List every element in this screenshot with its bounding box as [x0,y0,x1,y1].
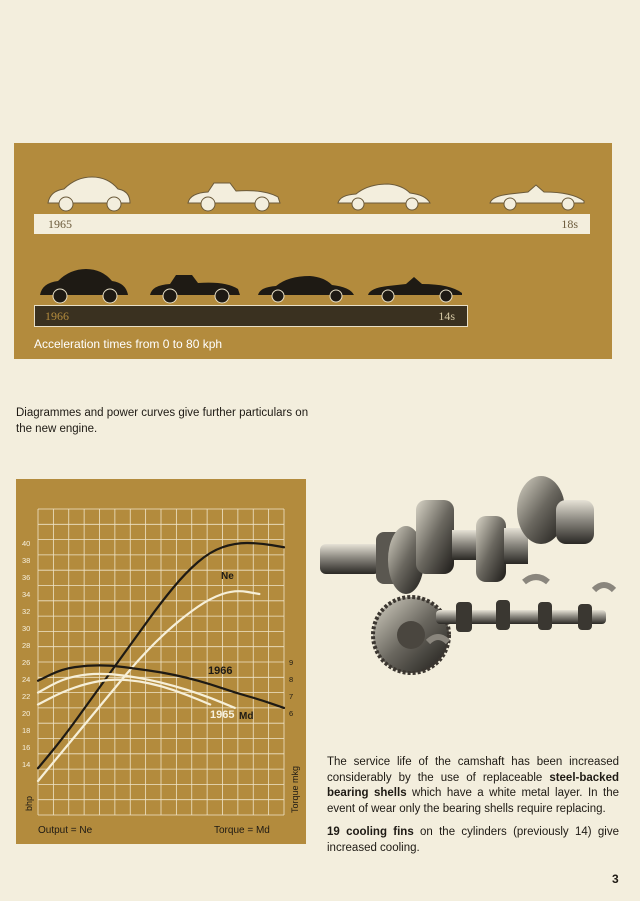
bar-time: 18s [561,217,578,231]
left-axis-label: bhp [24,795,34,811]
cooling-paragraph [327,825,619,856]
camshaft-paragraph [327,755,619,817]
intro-paragraph: Diagrammes and power curves give further particulars on the new engine. [16,407,309,435]
right-tick-label: 7 [289,692,294,701]
karmann-ghia-convertible-1965-icon [488,179,588,213]
left-tick-label: 18 [22,726,31,735]
beetle-sedan-1966-icon [34,265,132,305]
beetle-convertible-1966-icon [146,267,244,305]
curve-label-1965: 1965 [210,709,235,721]
page-number: 3 [612,872,619,886]
curve-label-1966: 1966 [208,665,233,677]
bottom-label-output: Output = Ne [38,825,93,836]
bar-year: 1966 [45,309,69,323]
left-tick-label: 30 [22,624,31,633]
right-axis-label: Torque mkg [290,765,300,813]
right-tick-label: 8 [289,675,294,684]
text-run: on the cylinders (previously 14) give increased cooling. [327,826,619,854]
crankshaft-camshaft-photo [316,470,626,700]
power-curve-chart [16,479,306,844]
curve-label-ne: Ne [221,571,234,582]
bar-time: 14s [438,309,455,323]
acceleration-bar-1966 [34,305,468,327]
left-tick-label: 36 [22,573,31,582]
acceleration-bar-1965 [34,214,590,234]
left-tick-label: 34 [22,590,31,599]
series-line-4 [38,680,210,705]
left-tick-label: 16 [22,743,31,752]
acceleration-panel [14,143,612,359]
bold-run: 19 cooling fins [327,826,414,838]
text-run: which have a white metal layer. In the event of wear only the bearing shells require replacing. [327,787,619,815]
left-tick-label: 24 [22,675,31,684]
beetle-sedan-1965-icon [42,173,134,213]
text-run: The service life of the camshaft has been increased considerably by the use of replaceable [327,756,619,784]
acceleration-caption: Acceleration times from 0 to 80 kph [34,337,223,351]
bottom-label-torque: Torque = Md [214,825,270,836]
beetle-convertible-1965-icon [184,175,284,213]
karmann-ghia-convertible-1966-icon [366,271,466,305]
left-tick-label: 26 [22,658,31,667]
left-tick-label: 20 [22,709,31,718]
left-tick-label: 38 [22,556,31,565]
left-tick-label: 14 [22,760,31,769]
curve-label-md: Md [239,711,254,722]
left-tick-label: 22 [22,692,31,701]
bar-year: 1965 [48,217,72,231]
karmann-ghia-coupe-1965-icon [336,179,432,213]
body-text [327,755,619,864]
chart-svg [16,479,306,844]
bold-run: steel-backed bearing shells [327,771,619,799]
left-tick-label: 28 [22,641,31,650]
left-tick-label: 32 [22,607,31,616]
left-tick-label: 40 [22,539,31,548]
right-tick-label: 9 [289,658,294,667]
right-tick-label: 6 [289,709,294,718]
karmann-ghia-coupe-1966-icon [256,271,356,305]
